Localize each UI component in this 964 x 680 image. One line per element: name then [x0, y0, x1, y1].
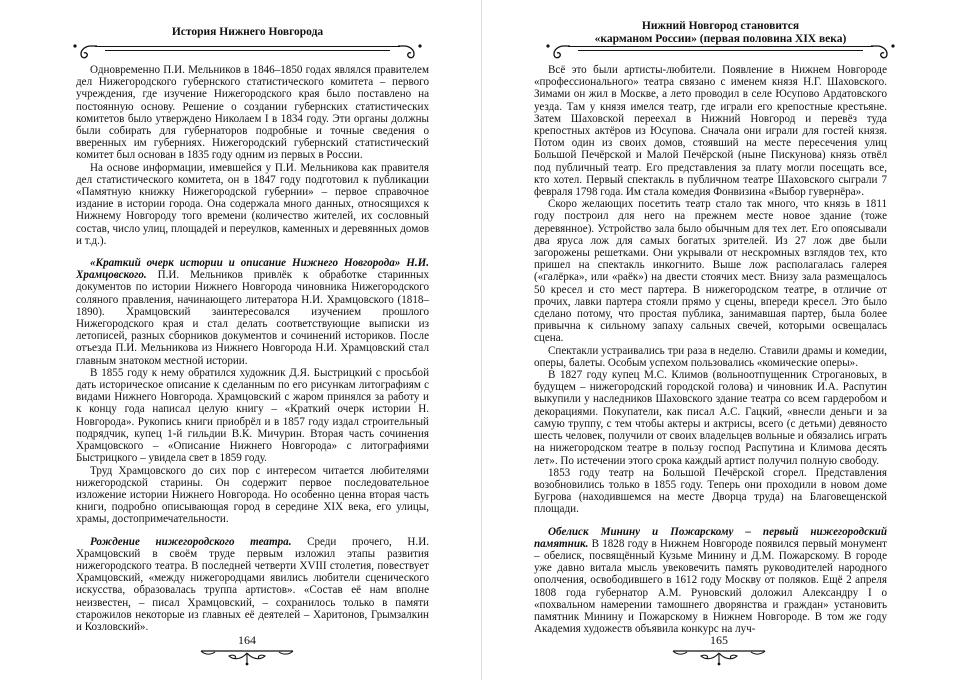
page-body	[76, 64, 429, 633]
paragraph-text: В 1828 году в Нижнем Новгороде появился первый монумент – обелиск, посвящённый Кузьме Минину и Д.М. Пожарскому. В городе уже давно витала мысль увековечить память руководителей народного ополчения, освободившего в 1612 году Москву от поляков. Ещё 2 апреля 1808 года губернатор А.М. Руновский доложил Александру I о «похвальном намерении тамошнего дворянства и граждан» установить памятник Минину и Пожарскому в Нижнем Новгороде. В том же году Академия художеств объявила конкурс на луч-	[534, 537, 887, 636]
paragraph: В 1855 году к нему обратился художник Д.Я. Быстрицкий с просьбой дать историческое описание к сделанным по его рисункам литографиям с видами Нижнего Новгорода. Храмцовский с жаром принялся за работу и к концу года написал целую книгу – «Краткий очерк истории Н. Новгорода». Рукопись книги приобрёл и в 1857 году издал строительный подрядчик, купец 1-й гильдии В.К. Мичурин. Вторая часть сочинения Храмцовского – «Описание Нижнего Новгорода» с литографиями Быстрицкого – увидела свет в 1859 году.	[76, 366, 429, 465]
flourish-ornament-icon	[869, 36, 899, 62]
paragraph: Спектакли устраивались три раза в неделю. Ставили драмы и комедии, оперы, балеты. Особым успехом пользовались «комические оперы».	[534, 344, 887, 369]
paragraph	[76, 536, 429, 634]
section-heading: «Краткий очерк истории и описание Нижнего Новгорода» Н.И. Храмцовского.	[76, 257, 429, 282]
running-header	[95, 20, 400, 60]
header-title	[568, 20, 873, 46]
header-title: История Нижнего Новгорода	[171, 26, 324, 38]
page-footer	[197, 633, 297, 673]
footer-ornament-icon	[197, 646, 297, 666]
page-number: 165	[710, 633, 728, 647]
paragraph	[534, 526, 887, 636]
header-rule	[568, 46, 873, 47]
page-number: 164	[238, 633, 256, 647]
right-page	[482, 0, 964, 680]
header-rule	[95, 46, 400, 47]
flourish-ornament-icon	[69, 36, 99, 62]
paragraph	[76, 257, 429, 367]
page-body	[534, 64, 887, 635]
paragraph: 1853 году театр на Большой Печёрской сгорел. Представления возобновились только в 1855 году. Теперь они проходили в новом доме Бугрова (находившемся на месте Дворца труда) на Благовещенской площади.	[534, 466, 887, 516]
section-heading: Рождение нижегородского театра.	[90, 535, 292, 548]
header-rule	[105, 50, 390, 51]
flourish-ornament-icon	[396, 36, 426, 62]
header-title-line: «карманом России» (первая половина XIX века)	[594, 33, 847, 45]
paragraph: Труд Храмцовского до сих пор с интересом читается любителями нижегородской старины. Он содержит первое последовательное изложение истории Нижнего Новгорода. Но особенно ценна вторая часть книги, подробно описывающая город в середине XIX века, его улицы, храмы, достопримечательности.	[76, 464, 429, 526]
section-heading: Обелиск Минину и Пожарскому – первый нижегородский памятник.	[534, 525, 887, 550]
paragraph: Одновременно П.И. Мельников в 1846–1850 годах являлся правителем дел Нижегородского губернского статистического комитета – первого учреждения, где изучение Нижегородского края было поставлено на постоянную основу. Решение о создании губернских статистических комитетов было утверждено Николаем I в 1834 году. Эти органы должны были собирать для губернаторов подробные и точные сведения о вверенных им губерниях. Нижегородский губернский статистический комитет был основан в 1835 году одним из первых в России.	[76, 64, 429, 162]
paragraph-text: Среди прочего, Н.И. Храмцовский в своём труде первым изложил этапы развития нижегородского театра. В последней четверти XVIII столетия, повествует Храмцовский, «между нижегородцами явились любители сценического искусства, образовалась труппа артистов». «Состав её нам вполне неизвестен, – писал Храмцовский, – сохранилось только в памяти старожилов некоторые из главных её деятелей – Харитонов, Грымзалкин и Козловский».	[76, 535, 429, 633]
running-header	[568, 20, 873, 60]
paragraph-text: П.И. Мельников привлёк к обработке старинных документов по истории Нижнего Новгорода чиновника Нижегородского соляного правления, начинающего литератора Н.И. Храмцовского (1818–1890). Храмцовский заинтересовался изучением прошлого Нижегородского края и стал делать соответствующие выписки из летописей, разных сборников документов и сочинений историков. После отъезда П.И. Мельникова из Нижнего Новгорода Н.И. Храмцовский стал главным знатоком местной истории.	[76, 269, 429, 367]
paragraph: В 1827 году купец М.С. Климов (вольноотпущенник Строгановых, в будущем – нижегородский городской голова) и чиновник И.А. Распутин выкупили у наследников Шаховского здание театра со всем гардеробом и декорациями. Покупатели, как писал А.С. Гацкий, «внесли деньги и за самую труппу, с тем чтобы актеры и актрисы, всего (с детьми) девяносто шесть человек, получили от своих владельцев вольные и обязались играть на нижегородском театре в пользу господ Распутина и Климова десять лет». По истечении этого срока каждый артист получил полную свободу.	[534, 369, 887, 467]
paragraph: На основе информации, имевшейся у П.И. Мельникова как правителя дел статистического комитета, он в 1847 году подготовил к публикации «Памятную книжку Нижегородской губернии» – первое справочное издание в истории города. Она содержала много данных, относящихся к Нижнему Новгороду того времени (количество жителей, их сословный состав, число улиц, площадей и переулков, каменных и деревянных домов и т.д.).	[76, 161, 429, 247]
header-rule	[578, 50, 863, 51]
paragraph: Скоро желающих посетить театр стало так много, что князь в 1811 году построил для него на прежнем месте новое здание (тоже деревянное). Устройство зала было обычным для тех лет. Его опоясывали два яруса лож для самых богатых зрителей. Из 27 лож две были загорожены решетками. Они укрывали от нескромных взглядов тех, кто пришел на спектакль инкогнито. Выше лож располагалась галерея («галёрка», или «раёк») на двести стоячих мест. Внизу зала размещалось 50 кресел и сто мест партера. В нижегородском театре, в отличие от прочих, лавки партера стояли прямо у сцены, впереди кресел. Это было сделано потому, что простая публика, занимавшая партер, была более привычна к сильному запаху сальных свечей, которыми освещалась сцена.	[534, 198, 887, 345]
header-title-line: Нижний Новгород становится	[641, 20, 800, 32]
paragraph: Всё это были артисты-любители. Появление в Нижнем Новгороде «профессионального» театра связано с именем князя Н.Г. Шаховского. Зимами он жил в Москве, а лето проводил в селе Юсупово Ардатовского уезда. Там у князя имелся театр, где играли его крепостные крестьяне. Затем Шаховской переехал в Нижний Новгород и перевёз туда крепостных актёров из Юсупова. Сначала они играли для гостей князя. Потом один из своих домов, стоявший на месте пересечения улиц Большой Печёрской и Малой Печёрской (ныне Пискунова) князь отвёл под публичный театр. Его представления за плату могли посещать все, кто хотел. Первый спектакль в публичном театре Шаховского сыграли 7 февраля 1798 года. Им стала комедия Фонвизина «Выбор гувернёра».	[534, 64, 887, 199]
page-footer	[669, 633, 769, 673]
footer-ornament-icon	[669, 646, 769, 666]
